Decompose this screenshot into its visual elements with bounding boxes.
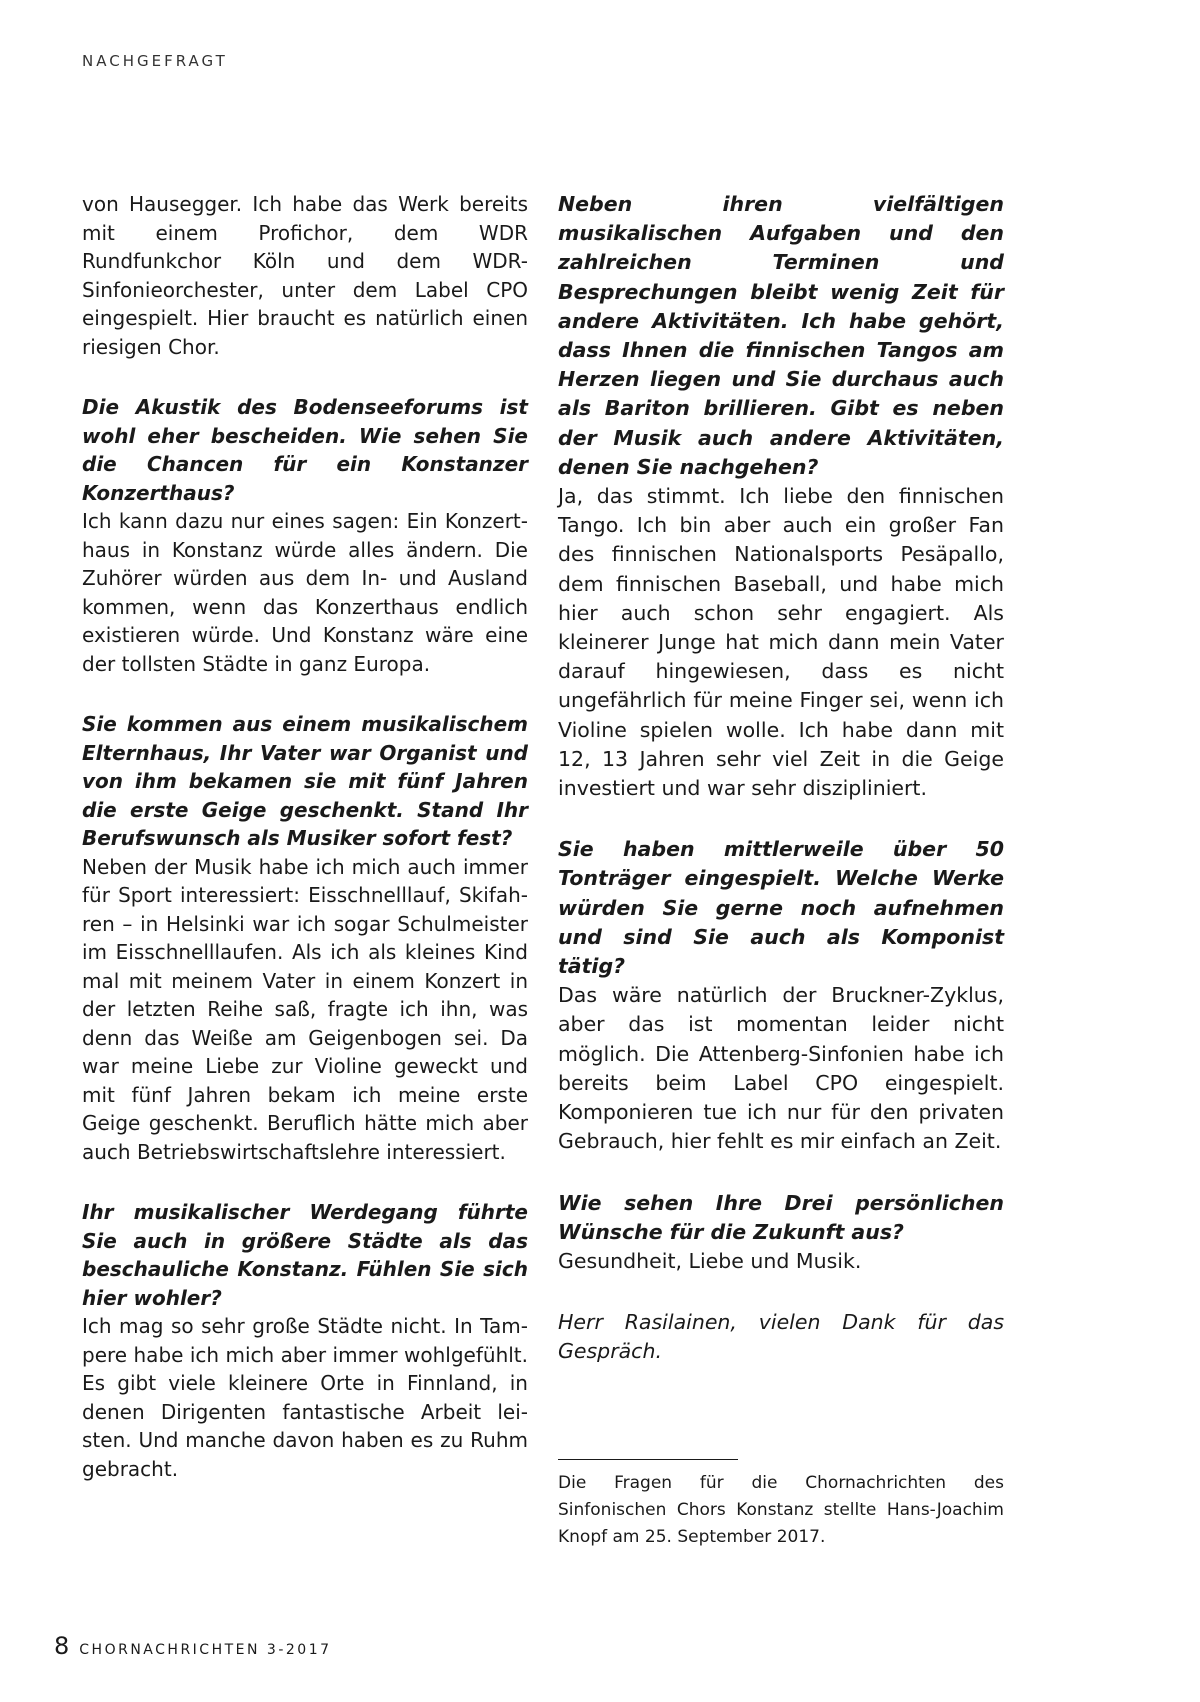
page-number: 8 (54, 1632, 70, 1660)
answer-text: Ich kann dazu nur eines sagen: Ein Konzerthaus in Konstanz würde alles ändern. Die Zuhörer würden aus dem In- und Ausland kommen, wenn das Konzerthaus endlich existieren würde. Und Konstanz wäre eine der tollsten Städte in ganz Europa. (82, 509, 528, 676)
footnote: Die Fragen für die Chornachrichten des Sinfonischen Chors Konstanz stellte Hans-Joachim Knopf am 25. September 2017. (558, 1472, 1004, 1547)
page-footer (54, 1632, 332, 1660)
question-text: Neben ihren vielfältigen musikalischen Aufgaben und den zahlreichen Terminen und Besprechungen bleibt wenig Zeit für andere Aktivitäten. Ich habe gehört, dass Ihnen die finnischen Tangos am Herzen liegen und Sie durchaus auch als Bariton brillieren. Gibt es neben der Musik auch andere Aktivitäten, denen Sie nachgehen? (558, 192, 1004, 479)
question-text: Sie haben mittlerweile über 50 Tonträger eingespielt. Welche Werke würden Sie gerne noch aufnehmen und sind Sie auch als Komponist tätig? (558, 837, 1004, 979)
answer-text: Ja, das stimmt. Ich liebe den finnischen Tango. Ich bin aber auch ein großer Fan des finnischen Nationalsports Pesäpallo, dem finnischen Baseball, und habe mich hier auch schon sehr engagiert. Als kleinerer Junge hat mich dann mein Vater darauf hingewiesen, dass es nicht ungefährlich für meine Finger sei, wenn ich Violine spielen wolle. Ich habe dann mit 12, 13 Jahren sehr viel Zeit in die Geige investiert und war sehr diszipliniert. (558, 484, 1004, 801)
closing-remark: Herr Rasilainen, vielen Dank für das Gespräch. (558, 1310, 1004, 1364)
answer-text: von Hausegger. Ich habe das Werk bereits mit einem Profichor, dem WDR Rundfunkchor Köln und dem WDR-Sinfonieorchester, unter dem Label CPO eingespielt. Hier braucht es natürlich einen riesigen Chor. (82, 192, 528, 359)
question-text: Sie kommen aus einem musikalischem Elternhaus, Ihr Vater war Organist und von ihm bekamen sie mit fünf Jahren die erste Geige geschenkt. Stand Ihr Berufswunsch als Musiker sofort fest? (82, 712, 528, 850)
answer-text: Das wäre natürlich der Bruckner-Zyklus, aber das ist momentan leider nicht möglich. Die Attenberg-Sinfonien habe ich bereits beim Label CPO eingespielt. Komponieren tue ich nur für den privaten Gebrauch, hier fehlt es mir einfach an Zeit. (558, 983, 1004, 1154)
answer-text: Neben der Musik habe ich mich auch immer für Sport interessiert: Eisschnelllauf, Skifahren – in Helsinki war ich sogar Schulmeister im Eisschnelllaufen. Als ich als kleines Kind mal mit meinem Vater in einem Konzert in der letzten Reihe saß, fragte ich ihn, was denn das Weiße am Geigenbogen sei. Da war meine Liebe zur Violine geweckt und mit fünf Jahren bekam ich meine erste Geige geschenkt. Beruflich hätte mich aber auch Betriebswirtschaftslehre interessiert. (82, 854, 528, 1164)
right-column (558, 190, 1004, 1551)
interview-block (558, 190, 1004, 803)
footnote-divider (558, 1459, 738, 1460)
interview-block (82, 1198, 528, 1483)
answer-text: Gesundheit, Liebe und Musik. (558, 1248, 862, 1273)
interview-block (558, 1189, 1004, 1277)
interview-block (558, 835, 1004, 1156)
question-text: Ihr musikalischer Werdegang führte Sie auch in größere Städte als das beschauliche Konstanz. Fühlen Sie sich hier wohler? (82, 1200, 528, 1310)
question-text: Wie sehen Ihre Drei persönlichen Wünsche für die Zukunft aus? (558, 1190, 1004, 1244)
answer-text: Ich mag so sehr große Städte nicht. In Tampere habe ich mich aber immer wohlgefühlt. Es gibt viele kleinere Orte in Finnland, in denen Dirigenten fantastische Arbeit leisten. Und manche davon haben es zu Ruhm gebracht. (82, 1314, 528, 1481)
publication-name: CHORNACHRICHTEN 3-2017 (79, 1642, 332, 1658)
interview-block (82, 190, 528, 361)
interview-block (82, 710, 528, 1166)
question-text: Die Akustik des Bodenseeforums ist wohl eher bescheiden. Wie sehen Sie die Chancen für ein Konstanzer Konzerthaus? (82, 395, 528, 505)
section-header: NACHGEFRAGT (82, 52, 228, 70)
interview-block (82, 393, 528, 678)
left-column (82, 190, 528, 1515)
